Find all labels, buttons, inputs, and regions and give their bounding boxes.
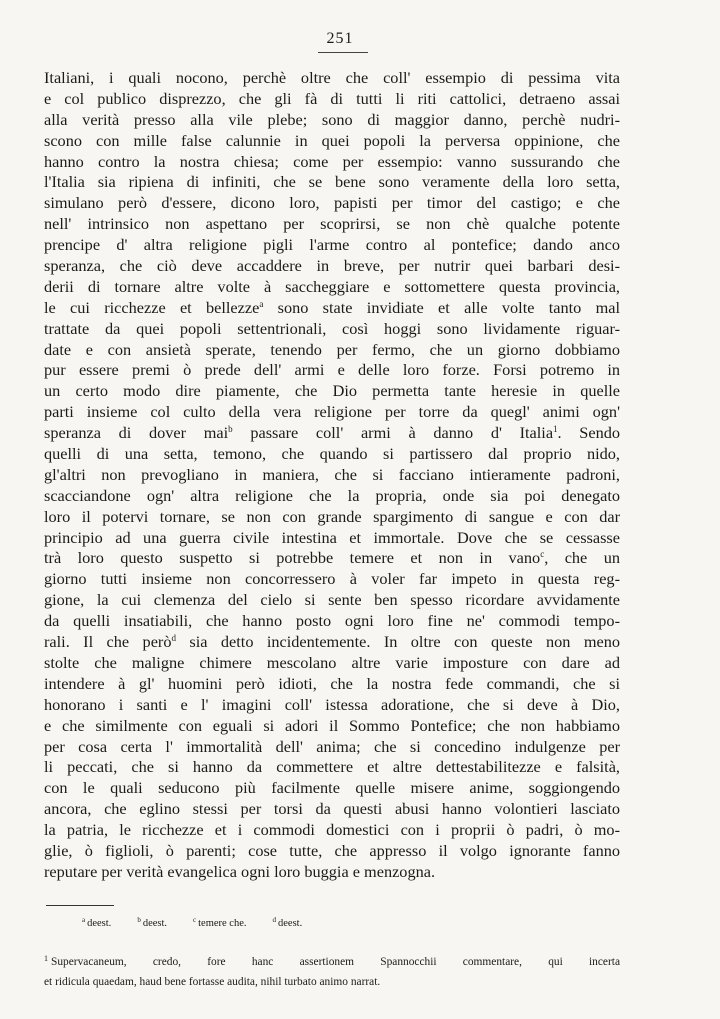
variant-note: [82, 918, 111, 929]
text-line: [44, 110, 620, 131]
footnote-separator: [46, 905, 114, 906]
text-line: [44, 757, 620, 778]
variant-note: [137, 918, 167, 929]
variant-mark: a: [82, 916, 86, 924]
line-text: da quelli insatiabili, che hanno posto ogni loro fine ne' commodi tempo-: [44, 611, 620, 631]
text-line: [44, 841, 620, 862]
footnote: [44, 952, 620, 992]
text-line: [44, 131, 620, 152]
line-text: alla verità presso alla vile plebe; sono di maggior danno, perchè nudri-: [44, 109, 620, 129]
variant-marker: c: [540, 549, 545, 560]
line-text: stolte che maligne chimere mescolano altre varie imposture con dare ad: [44, 652, 620, 672]
text-line: [44, 423, 620, 444]
textual-variants: [82, 918, 328, 929]
text-line: [44, 569, 620, 590]
variant-text: deest.: [142, 918, 168, 929]
text-line: [44, 235, 620, 256]
line-text: loro il potervi tornare, se non con grande spargimento di sangue e con dar: [44, 506, 620, 526]
text-line: [44, 548, 620, 569]
text-line: [44, 590, 620, 611]
line-text: scono con mille false calunnie in quei popoli la perversa oppinione, che: [44, 130, 620, 150]
line-text: li peccati, che si hanno da commettere et altre dettestabilitezze e falsità,: [44, 757, 620, 777]
variant-mark: d: [272, 916, 277, 924]
body-text: [44, 68, 620, 883]
text-line: [44, 778, 620, 799]
line-text: prencipe d' altra religione pigli l'arme contro al pontefice; dando anco: [44, 235, 620, 255]
variant-note: [273, 918, 303, 929]
variant-marker: b: [228, 424, 233, 435]
text-line: [44, 507, 620, 528]
line-text: sono state invidiate et alle volte tanto mal: [263, 297, 620, 317]
line-text: intendere à gl' huomini però idioti, che la nostra fede commandi, che si: [44, 673, 620, 693]
text-line: [44, 632, 620, 653]
line-text: con le quali seducono più facilmente quelle misere anime, soggiongendo: [44, 778, 620, 798]
line-text: honorano i santi e l' imagini coll' istessa adoratione, che si deve à Dio,: [44, 694, 620, 714]
line-text: gione, la cui clemenza del cielo si sente ben spesso ricordare avvidamente: [44, 590, 620, 610]
variant-note: [193, 918, 247, 929]
line-text: un certo modo dire piamente, che Dio permetta tante heresie in quelle: [44, 381, 620, 401]
line-text: . Sendo: [557, 423, 621, 443]
text-line: [44, 862, 620, 883]
line-text: passare coll' armi à danno d' Italia: [232, 423, 554, 443]
text-line: [44, 277, 620, 298]
line-text: quelli di una setta, temono, che quando si partissero dal proprio nido,: [44, 444, 620, 464]
line-text: , che un: [544, 548, 620, 568]
line-text: le cui ricchezze et bellezze: [44, 297, 260, 317]
text-line: [44, 465, 620, 486]
text-line: [44, 340, 620, 361]
footnote-line: [44, 952, 620, 972]
text-line: [44, 528, 620, 549]
text-line: [44, 611, 620, 632]
footnote-marker: 1: [553, 424, 558, 435]
line-text: hanno contro la nostra chiesa; come per essempio: vanno sussurando che: [44, 151, 620, 171]
text-line: [44, 360, 620, 381]
footnote-text: et ridicula quaedam, haud bene fortasse audita, nihil turbato animo narrat.: [44, 976, 381, 988]
line-text: ancora, che eglino stessi per torsi da questi abusi hanno volontieri lasciato: [44, 799, 620, 819]
text-line: [44, 799, 620, 820]
line-text: e col publico disprezzo, che gli fà di tutti li riti cattolici, detraeno assai: [44, 88, 620, 108]
footnote-mark: 1: [44, 954, 48, 963]
variant-marker: d: [171, 633, 176, 644]
text-line: [44, 737, 620, 758]
footnote-text: Supervacaneum, credo, fore hanc assertionem Spannocchii commentare, qui incerta: [51, 956, 620, 968]
line-text: derii di tornare altre volte à saccheggiare e sottomettere questa provincia,: [44, 276, 620, 296]
variant-text: temere che.: [198, 918, 247, 929]
line-text: parti insieme col culto della vera religione per torre da quegl' animi ogn': [44, 402, 620, 422]
line-text: principio ad una guerra civile intestina et immortale. Dove che se cessasse: [44, 527, 620, 547]
footnote-line: [44, 972, 620, 992]
text-line: [44, 674, 620, 695]
text-line: [44, 716, 620, 737]
text-line: [44, 298, 620, 319]
line-text: trà loro questo suspetto si potrebbe temere et non in vano: [44, 548, 541, 568]
line-text: giorno tutti insieme non concorressero à voler far impeto in questa reg-: [44, 569, 620, 589]
text-line: [44, 193, 620, 214]
line-text: scacciandone ogn' altra religione che la propria, onde sia poi denegato: [44, 485, 620, 505]
text-line: [44, 653, 620, 674]
line-text: e che similmente con eguali si adori il Sommo Pontefice; che non habbiamo: [44, 715, 620, 735]
line-text: nell' intrinsico non aspettano per scoprirsi, se non chè qualche potente: [44, 214, 620, 234]
line-text: simulano però d'essere, dicono loro, papisti per timor del castigo; e che: [44, 193, 620, 213]
text-line: [44, 152, 620, 173]
variant-mark: b: [137, 916, 141, 924]
line-text: pur essere premi ò prede dell' armi e delle loro forze. Forsi potremo in: [44, 360, 620, 380]
line-text: per cosa certa l' immortalità dell' anima; che si concedino indulgenze per: [44, 736, 620, 756]
text-line: [44, 256, 620, 277]
text-line: [44, 319, 620, 340]
line-text: trattate da quei popoli settentrionali, così hoggi sono lividamente riguar-: [44, 318, 620, 338]
text-line: [44, 68, 620, 89]
text-line: [44, 402, 620, 423]
variant-text: deest.: [278, 918, 303, 929]
variant-mark: c: [193, 916, 197, 924]
text-line: [44, 486, 620, 507]
line-text: glie, ò figlioli, ò parenti; cose tutte, che appresso il volgo ignorante fanno: [44, 840, 620, 860]
page-number-rule: [318, 52, 368, 53]
line-text: speranza di dover mai: [44, 423, 229, 443]
text-line: [44, 89, 620, 110]
line-text: Italiani, i quali nocono, perchè oltre che coll' essempio di pessima vita: [44, 68, 620, 87]
text-line: [44, 820, 620, 841]
text-line: [44, 444, 620, 465]
line-text: gl'altri non prevogliano in maniera, che si facciano intieramente padroni,: [44, 464, 620, 484]
line-text: rali. Il che però: [44, 632, 172, 652]
variant-marker: a: [259, 298, 264, 309]
text-line: [44, 214, 620, 235]
line-text: l'Italia sia ripiena di infiniti, che se bene sono veramente della loro setta,: [44, 172, 620, 192]
text-line: [44, 172, 620, 193]
line-text: la patria, le ricchezze et i commodi domestici con i proprii ò padri, ò mo-: [44, 820, 620, 840]
text-line: [44, 381, 620, 402]
page-number: 251: [326, 30, 354, 47]
line-text: sia detto incidentemente. In oltre con queste non meno: [175, 632, 620, 652]
line-text: date e con ansietà sperate, tenendo per fermo, che un giorno dobbiamo: [44, 339, 620, 359]
text-line: [44, 695, 620, 716]
line-text: reputare per verità evangelica ogni loro buggia e menzogna.: [44, 861, 436, 881]
variant-text: deest.: [87, 918, 112, 929]
line-text: speranza, che ciò deve accaddere in breve, per nutrir quei barbari desi-: [44, 256, 620, 276]
